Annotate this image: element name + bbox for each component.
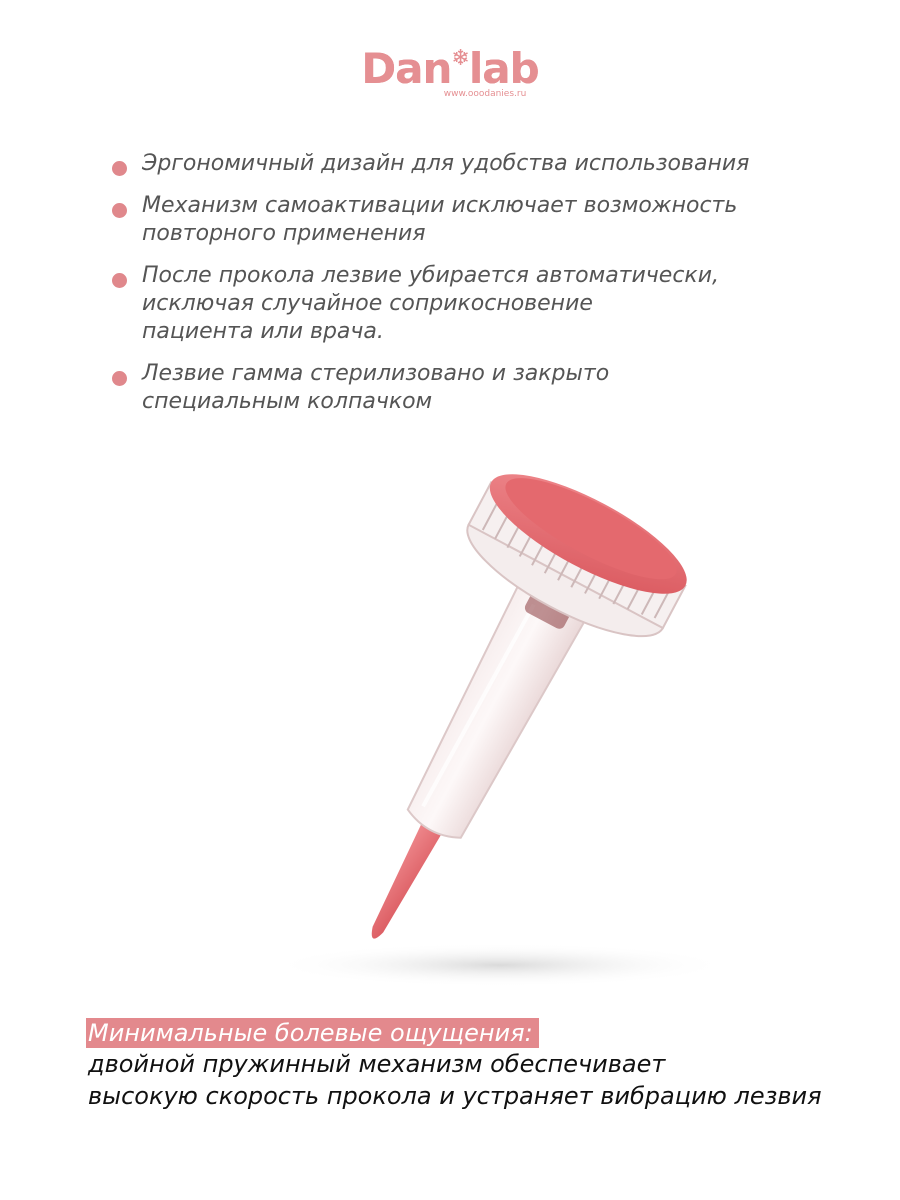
logo-text-part2: lab — [468, 44, 539, 93]
feature-line: Эргономичный дизайн для удобства использования — [142, 151, 750, 176]
feature-item — [110, 360, 850, 416]
feature-item — [110, 192, 850, 248]
feature-line: После прокола лезвие убирается автоматически, — [142, 263, 719, 288]
logo-url: www.ooodanies.ru — [443, 89, 527, 99]
bullet-dot-icon — [112, 371, 127, 386]
logo-wordmark — [361, 44, 538, 93]
description-line: высокую скорость прокола и устраняет вибрацию лезвия — [88, 1082, 822, 1110]
lancet-product-image — [200, 440, 760, 1000]
product-shadow — [270, 943, 730, 987]
feature-item — [110, 150, 850, 178]
feature-line: Механизм самоактивации исключает возможность — [142, 193, 738, 218]
bullet-dot-icon — [112, 161, 127, 176]
bullet-dot-icon — [112, 273, 127, 288]
bullet-dot-icon — [112, 203, 127, 218]
feature-list — [110, 150, 850, 430]
highlight-heading: Минимальные болевые ощущения: — [86, 1018, 539, 1048]
brand-logo — [0, 44, 900, 99]
bottom-description — [86, 1018, 886, 1112]
feature-line: Лезвие гамма стерилизовано и закрыто — [142, 361, 610, 386]
feature-line: пациента или врача. — [142, 319, 384, 344]
logo-text-part1: Dan — [361, 44, 452, 93]
feature-item — [110, 262, 850, 346]
description-line: двойной пружинный механизм обеспечивает — [88, 1050, 666, 1078]
feature-line: специальным колпачком — [142, 389, 433, 414]
logo-leaf-icon: ❄ — [451, 46, 469, 71]
feature-line: повторного применения — [142, 221, 426, 246]
feature-line: исключая случайное соприкосновение — [142, 291, 593, 316]
